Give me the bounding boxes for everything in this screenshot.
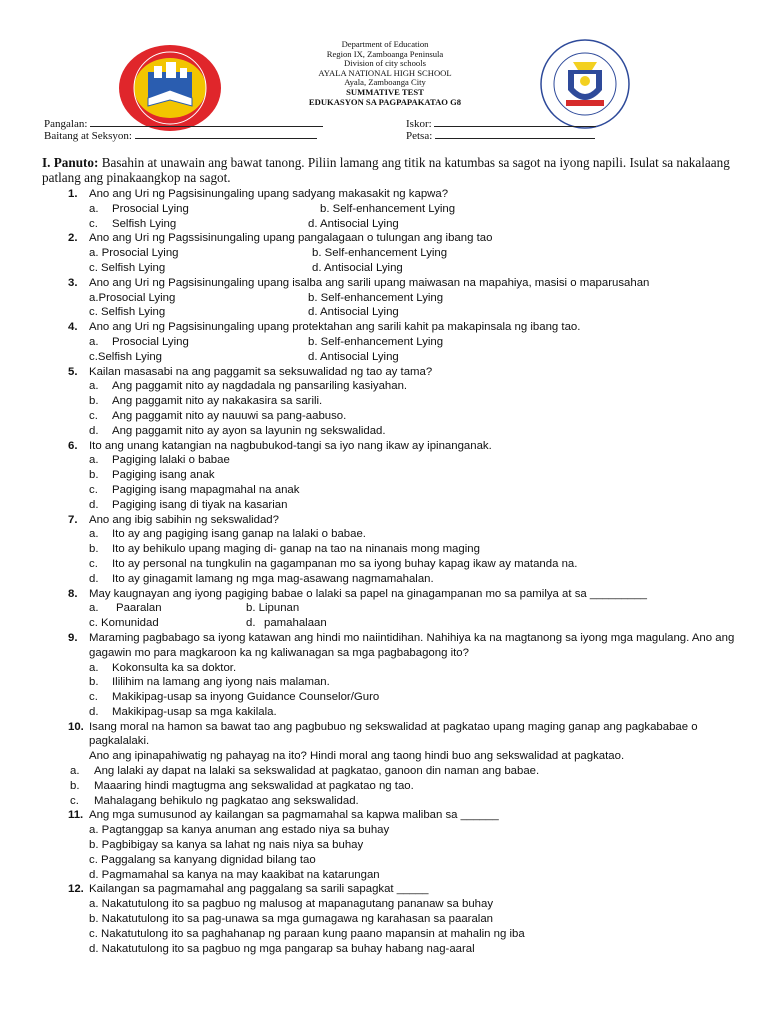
option-text: Ang lalaki ay dapat na lalaki sa sekswalidad at pagkatao, ganoon din naman ang babae. — [94, 765, 540, 778]
option-text: Ito ay ang pagiging isang ganap na lalaki o babae. — [112, 528, 366, 541]
question-text: Isang moral na hamon sa bawat tao ang pagbubuo ng sekswalidad at pagkatao upang maging ganap ang pagkababae o pagkalalaki. — [89, 720, 698, 748]
option-letter: c. — [89, 691, 98, 704]
option-text: Ang paggamit nito ay nagdadala ng pansariling kasiyahan. — [112, 380, 408, 393]
option-text: d. Antisocial Lying — [308, 217, 399, 230]
option-letter: c. — [89, 217, 98, 230]
question-number: 5. — [68, 365, 78, 378]
document-header — [0, 38, 768, 108]
option-row — [42, 424, 742, 439]
option-row — [42, 779, 742, 794]
option-letter: a. — [89, 335, 99, 348]
option-row — [42, 246, 742, 261]
option-text: a. Nakatutulong ito sa pagbuo ng malusog at mapanagutang pananaw sa buhay — [89, 898, 494, 911]
test-content — [42, 155, 742, 956]
option-text: Ang paggamit nito ay nakakasira sa sarili. — [112, 395, 323, 408]
option-row — [42, 453, 742, 468]
instructions-text: Basahin at unawain ang bawat tanong. Piliin lamang ang titik na katumbas sa sagot na iyong napili. Isulat sa nakalaang patlang ang pinakaangkop na sagot. — [42, 155, 730, 185]
option-text: b. Self-enhancement Lying — [308, 335, 444, 348]
question-number: 7. — [68, 513, 78, 526]
option-row — [42, 661, 742, 676]
section-field — [44, 128, 317, 142]
question-number: 8. — [68, 587, 78, 600]
option-text: b. Pagbibigay sa kanya sa lahat ng nais niya sa buhay — [89, 839, 364, 852]
option-text: b. Self-enhancement Lying — [320, 202, 456, 215]
option-row — [42, 305, 742, 320]
question-number: 11. — [68, 809, 84, 822]
question — [42, 276, 742, 291]
option-row — [42, 853, 742, 868]
option-text: Pagiging isang mapagmahal na anak — [112, 483, 300, 496]
option-letter: d. — [89, 705, 99, 718]
option-row — [42, 350, 742, 365]
option-text: c. Komunidad — [89, 617, 159, 630]
question-number: 6. — [68, 439, 78, 452]
option-text: Kokonsulta ka sa doktor. — [112, 661, 237, 674]
option-letter: c. — [89, 557, 98, 570]
option-row — [42, 527, 742, 542]
option-text: b. Lipunan — [246, 602, 300, 615]
question-number: 9. — [68, 631, 78, 644]
option-text: Ang paggamit nito ay nauuwi sa pang-aabuso. — [112, 409, 347, 422]
option-text: b. Self-enhancement Lying — [312, 247, 448, 260]
question-text: Ang mga sumusunod ay kailangan sa pagmamahal sa kapwa maliban sa ______ — [89, 809, 499, 822]
option-text: Selfish Lying — [112, 217, 177, 230]
option-letter: c. — [89, 483, 98, 496]
option-row — [42, 705, 742, 720]
option-row — [42, 409, 742, 424]
option-row — [42, 601, 742, 616]
option-text: d. Pagmamahal sa kanya na may kaakibat na katarungan — [89, 868, 380, 881]
option-text: a. Pagtanggap sa kanya anuman ang estado niya sa buhay — [89, 824, 390, 837]
question — [42, 320, 742, 335]
option-text: c. Paggalang sa kanyang dignidad bilang tao — [89, 853, 316, 866]
question-text: May kaugnayan ang iyong pagiging babae o lalaki sa papel na ginagampanan mo sa pamilya at sa _________ — [89, 587, 647, 600]
option-text: c. Nakatutulong ito sa paghahanap ng paraan kung paano mapansin at mahalin ng iba — [89, 927, 525, 940]
header-line-region: Region IX, Zamboanga Peninsula — [326, 48, 444, 59]
option-letter: a. — [89, 602, 99, 615]
option-row — [42, 868, 742, 883]
option-row — [42, 394, 742, 409]
option-text: Prosocial Lying — [112, 202, 189, 215]
question-number: 4. — [68, 321, 78, 334]
header-line-division: Division of city schools — [344, 58, 426, 69]
question-text: Ano ang Uri ng Pagsisinungaling upang protektahan ang sarili kahit pa makapinsala ng ibang tao. — [89, 321, 581, 334]
option-text: c. Selfish Lying — [89, 306, 166, 319]
option-text: Ililihim na lamang ang iyong nais malaman. — [112, 676, 330, 689]
option-row — [42, 202, 742, 217]
option-row — [42, 675, 742, 690]
option-text: Makikipag-usap sa mga kakilala. — [112, 705, 277, 718]
option-row — [42, 557, 742, 572]
question-prompt-text: Ano ang ipinapahiwatig ng pahayag na ito? Hindi moral ang taong hindi buo ang sekswalidad at pagkatao. — [89, 750, 625, 763]
option-row — [42, 335, 742, 350]
option-letter: d. — [89, 572, 99, 585]
option-text: Paaralan — [116, 602, 162, 615]
question — [42, 882, 742, 897]
question-number: 12. — [68, 883, 84, 896]
option-text: c.Selfish Lying — [89, 350, 163, 363]
name-label: Pangalan: — [44, 118, 88, 130]
question-number: 1. — [68, 188, 78, 200]
header-line-school: AYALA NATIONAL HIGH SCHOOL — [318, 67, 452, 78]
option-text: Maaaring hindi magtugma ang sekswalidad at pagkatao ng tao. — [94, 779, 414, 792]
option-letter: a. — [89, 380, 99, 393]
question-prompt — [42, 749, 742, 764]
question — [42, 631, 742, 661]
option-row — [42, 616, 742, 631]
option-letter: a. — [89, 202, 99, 215]
question-text: Kailangan sa pagmamahal ang paggalang sa sarili sapagkat _____ — [89, 883, 429, 896]
option-letter: c. — [89, 409, 98, 422]
option-letter: a. — [89, 661, 99, 674]
option-text: d. Antisocial Lying — [312, 261, 403, 274]
question-text: Ano ang Uri ng Pagsisinungaling upang isalba ang sarili upang maiwasan na mapahiya, masisi o maparusahan — [89, 276, 650, 289]
header-line-address: Ayala, Zamboanga City — [344, 77, 426, 88]
option-letter: a. — [89, 454, 99, 467]
option-letter: d. — [246, 617, 256, 630]
option-text: d. Nakatutulong ito sa pagbuo ng mga pangarap sa buhay habang nag-aaral — [89, 942, 475, 955]
option-row — [42, 838, 742, 853]
score-blank[interactable] — [434, 116, 596, 127]
question-text: Ano ang Uri ng Pagssisinungaling upang pangalagaan o tulungan ang ibang tao — [89, 232, 493, 245]
option-row — [42, 690, 742, 705]
option-text: pamahalaan — [264, 617, 327, 630]
question-number: 10. — [68, 720, 84, 733]
option-text: Prosocial Lying — [112, 335, 189, 348]
option-row — [42, 379, 742, 394]
question-number: 3. — [68, 276, 78, 289]
option-row — [42, 498, 742, 513]
question-text: Ano ang Uri ng Pagsisinungaling upang sadyang makasakit ng kapwa? — [89, 188, 449, 200]
question — [42, 808, 742, 823]
date-blank[interactable] — [435, 128, 595, 139]
option-row — [42, 217, 742, 232]
option-text: c. Selfish Lying — [89, 261, 166, 274]
option-text: Pagiging isang di tiyak na kasarian — [112, 498, 288, 511]
name-blank[interactable] — [90, 116, 323, 127]
option-letter: b. — [89, 469, 99, 482]
option-row — [42, 823, 742, 838]
option-letter: a. — [70, 765, 80, 778]
option-row — [42, 912, 742, 927]
section-label: Baitang at Seksyon: — [44, 130, 132, 142]
option-letter: d. — [89, 424, 99, 437]
question — [42, 439, 742, 454]
option-letter: b. — [70, 779, 80, 792]
option-letter: a. — [89, 528, 99, 541]
option-row — [42, 468, 742, 483]
option-row — [42, 942, 742, 957]
option-row — [42, 764, 742, 779]
option-text: Pagiging isang anak — [112, 469, 215, 482]
instructions — [42, 155, 742, 185]
option-row — [42, 542, 742, 557]
option-text: Makikipag-usap sa inyong Guidance Counselor/Guro — [112, 691, 380, 704]
question — [42, 365, 742, 380]
date-field — [406, 128, 595, 142]
option-text: Mahalagang behikulo ng pagkatao ang sekswalidad. — [94, 794, 359, 807]
option-text: a.Prosocial Lying — [89, 291, 176, 304]
option-text: Ito ay ginagamit lamang ng mga mag-asawang nagmamahalan. — [112, 572, 434, 585]
question-number: 2. — [68, 232, 78, 245]
option-text: Ito ay behikulo upang maging di- ganap na tao na ninanais mong maging — [112, 543, 480, 556]
header-line-test: SUMMATIVE TEST — [346, 86, 424, 97]
option-letter: c. — [70, 794, 79, 807]
option-letter: b. — [89, 543, 99, 556]
question — [42, 231, 742, 246]
option-row — [42, 897, 742, 912]
question — [42, 187, 742, 202]
instructions-label: I. Panuto: — [42, 155, 99, 170]
option-text: d. Antisocial Lying — [308, 306, 399, 319]
option-row — [42, 261, 742, 276]
option-row — [42, 291, 742, 306]
question-text: Kailan masasabi na ang paggamit sa seksuwalidad ng tao ay tama? — [89, 365, 433, 378]
option-row — [42, 572, 742, 587]
question — [42, 720, 742, 750]
score-label: Iskor: — [406, 118, 432, 130]
option-text: Ang paggamit nito ay ayon sa layunin ng sekswalidad. — [112, 424, 386, 437]
option-text: b. Self-enhancement Lying — [308, 291, 444, 304]
question-text: Maraming pagbabago sa iyong katawan ang hindi mo naiintidihan. Nahihiya ka na magtanong sa iyong mga magulang. Ano ang gagawin mo para magkaroon ka ng kaliwanagan sa mga pagbabagong ito? — [89, 631, 735, 659]
option-row — [42, 483, 742, 498]
option-text: b. Nakatutulong ito sa pag-unawa sa mga gumagawa ng karahasan sa paaralan — [89, 913, 494, 926]
option-text: d. Antisocial Lying — [308, 350, 399, 363]
option-text: a. Prosocial Lying — [89, 247, 179, 260]
date-label: Petsa: — [406, 130, 433, 142]
section-blank[interactable] — [135, 128, 317, 139]
question — [42, 513, 742, 528]
question — [42, 587, 742, 602]
question-text: Ano ang ibig sabihin ng sekswalidad? — [89, 513, 279, 526]
option-text: Ito ay personal na tungkulin na gagampanan mo sa iyong buhay kapag ikaw ay matanda na. — [112, 557, 578, 570]
option-row — [42, 927, 742, 942]
option-text: Pagiging lalaki o babae — [112, 454, 230, 467]
header-text — [230, 40, 540, 107]
option-letter: d. — [89, 498, 99, 511]
question-text: Ito ang unang katangian na nagbubukod-tangi sa iyo nang ikaw ay ipinanganak. — [89, 439, 492, 452]
option-letter: b. — [89, 395, 99, 408]
header-line-subject: EDUKASYON SA PAGPAPAKATAO G8 — [308, 96, 462, 107]
option-letter: b. — [89, 676, 99, 689]
header-line-deped: Department of Education — [341, 39, 429, 49]
option-row — [42, 794, 742, 809]
